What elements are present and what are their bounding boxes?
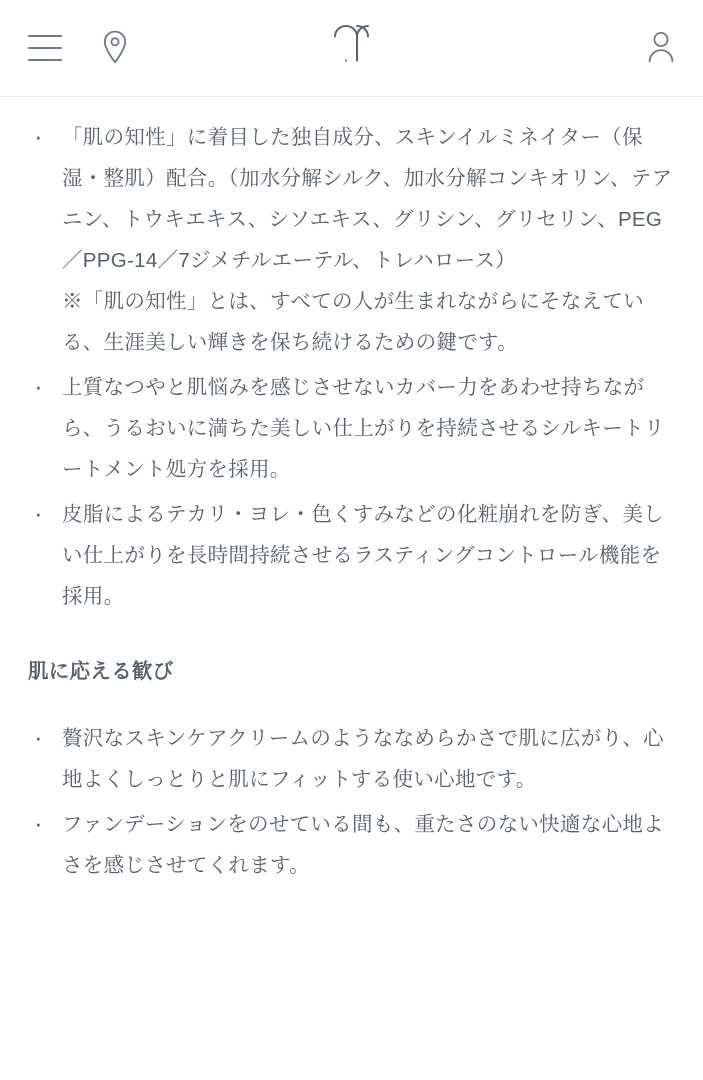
- store-locator-button[interactable]: [102, 30, 128, 67]
- list-item: [28, 804, 675, 886]
- list-item: [28, 718, 675, 800]
- account-button[interactable]: [647, 30, 675, 67]
- hamburger-icon: [28, 35, 62, 61]
- feature-text-2: · 上質なつやと肌悩みを感じさせないカバー力をあわせ持ちながら、うるおいに満ちた美しい仕上がりを持続させるシルキートリートメント処方を採用。: [62, 376, 665, 481]
- header-left-group: [28, 30, 128, 67]
- brand-logo[interactable]: [326, 23, 378, 74]
- menu-button[interactable]: [28, 35, 62, 61]
- product-description: [0, 97, 703, 886]
- list-item: [28, 367, 675, 490]
- section-heading: 肌に応える歓び: [28, 660, 174, 683]
- feature-list: [28, 117, 675, 617]
- site-header: [0, 0, 703, 96]
- account-icon: [647, 30, 675, 67]
- benefit-list: [28, 718, 675, 886]
- feature-text-3: · 皮脂によるテカリ・ヨレ・色くすみなどの化粧崩れを防ぎ、美しい仕上がりを長時間持続させるラスティングコントロール機能を採用。: [62, 503, 664, 608]
- list-item: [28, 494, 675, 617]
- list-item: [28, 117, 675, 363]
- feature-text-1: · 「肌の知性」に着目した独自成分、スキンイルミネイター（保湿・整肌）配合。（加水分解シルク、加水分解コンキオリン、テアニン、トウキエキス、シソエキス、グリシン、グリセリン、PEG／PPG-14／7ジメチルエーテル、トレハロース）: [62, 126, 673, 272]
- benefit-text-1: · 贅沢なスキンケアクリームのようななめらかさで肌に広がり、心地よくしっとりと肌にフィットする使い心地です。: [62, 727, 664, 791]
- brand-logo-icon: [326, 23, 378, 74]
- benefit-text-2: · ファンデーションをのせている間も、重たさのない快適な心地よさを感じさせてくれます。: [62, 813, 664, 877]
- feature-note-1: ※「肌の知性」とは、すべての人が生まれながらにそなえている、生涯美しい輝きを保ち続けるための鍵です。: [62, 290, 644, 354]
- location-pin-icon: [102, 30, 128, 67]
